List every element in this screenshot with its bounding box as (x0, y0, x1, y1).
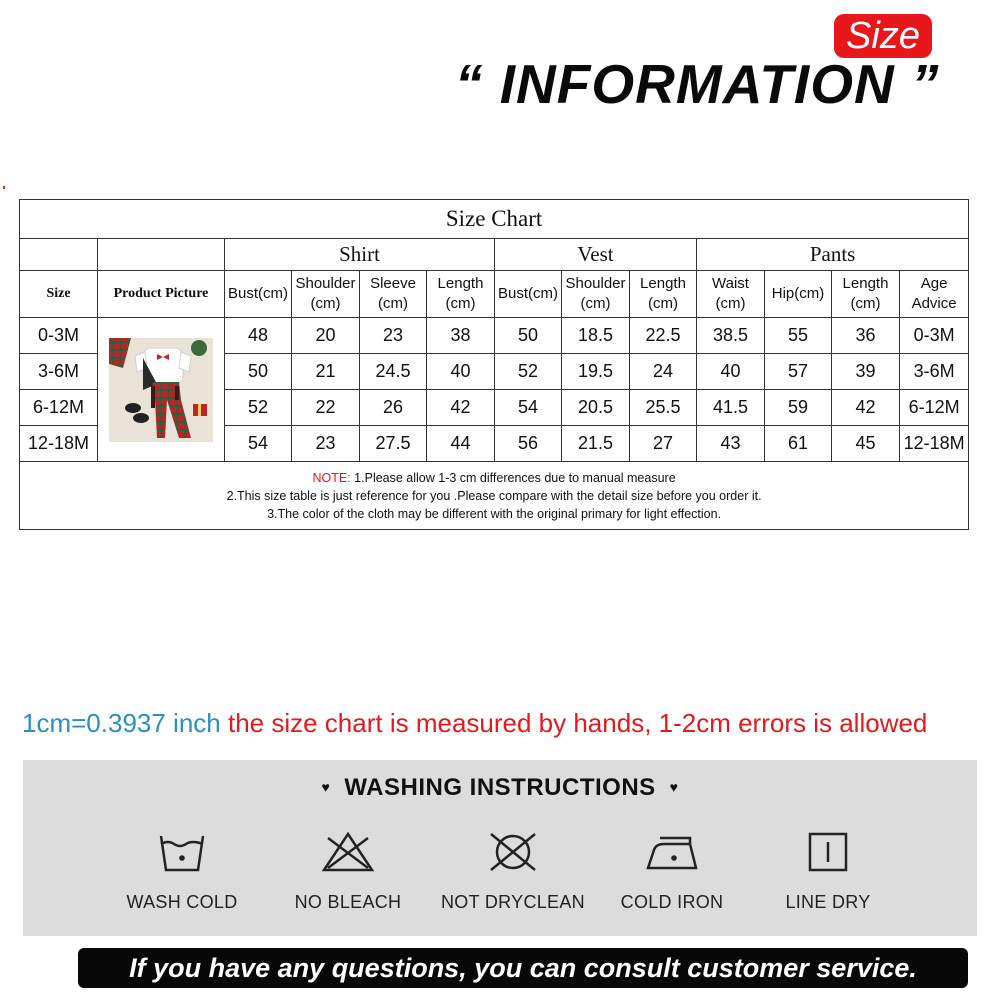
value-cell: 40 (427, 354, 495, 390)
table-row (20, 318, 969, 354)
wash-item-label: NO BLEACH (294, 892, 402, 912)
empty-cell (98, 239, 225, 271)
value-cell: 61 (765, 426, 832, 462)
wash-item-label: WASH COLD (126, 892, 238, 912)
note-label: NOTE: (312, 470, 351, 485)
line-dry-icon (806, 830, 850, 874)
washing-instructions-panel (23, 760, 977, 936)
wash-item-line-dry (743, 830, 913, 913)
cold-iron-icon (644, 830, 700, 874)
column-header: Waist (cm) (697, 271, 765, 318)
value-cell: 19.5 (562, 354, 630, 390)
size-cell: 12-18M (20, 426, 98, 462)
wash-item-not-dryclean (428, 830, 598, 913)
value-cell: 39 (832, 354, 900, 390)
washing-instructions-title (23, 774, 977, 802)
value-cell: 41.5 (697, 390, 765, 426)
group-header-vest: Vest (495, 239, 697, 271)
washing-title-text: WASHING INSTRUCTIONS (344, 774, 656, 801)
value-cell: 27 (630, 426, 697, 462)
value-cell: 23 (292, 426, 360, 462)
value-cell: 21.5 (562, 426, 630, 462)
column-header: Hip(cm) (765, 271, 832, 318)
value-cell: 24.5 (360, 354, 427, 390)
customer-service-banner: If you have any questions, you can consult customer service. (78, 948, 968, 988)
page-title: “ INFORMATION ” (455, 53, 940, 115)
value-cell: 59 (765, 390, 832, 426)
size-badge: Size (834, 14, 932, 58)
unit-conversion: 1cm=0.3937 inch (22, 708, 221, 738)
value-cell: 21 (292, 354, 360, 390)
value-cell: 56 (495, 426, 562, 462)
wash-item-label: LINE DRY (785, 892, 871, 912)
value-cell: 54 (225, 426, 292, 462)
column-header: Bust(cm) (225, 271, 292, 318)
no-bleach-icon (320, 830, 376, 874)
value-cell: 25.5 (630, 390, 697, 426)
value-cell: 22.5 (630, 318, 697, 354)
product-picture (109, 338, 213, 442)
size-cell: 0-3M (20, 318, 98, 354)
column-header: Age Advice (900, 271, 969, 318)
heart-icon: ♥ (321, 779, 331, 795)
age-advice-cell: 0-3M (900, 318, 969, 354)
wash-item-label: NOT DRYCLEAN (441, 892, 585, 912)
value-cell: 48 (225, 318, 292, 354)
size-cell: 6-12M (20, 390, 98, 426)
value-cell: 52 (495, 354, 562, 390)
measurement-disclaimer: the size chart is measured by hands, 1-2cm errors is allowed (220, 708, 928, 738)
age-advice-cell: 3-6M (900, 354, 969, 390)
column-header: Shoulder (cm) (562, 271, 630, 318)
value-cell: 27.5 (360, 426, 427, 462)
wash-item-cold-iron (587, 830, 757, 913)
column-header: Sleeve (cm) (360, 271, 427, 318)
value-cell: 50 (225, 354, 292, 390)
value-cell: 38.5 (697, 318, 765, 354)
value-cell: 54 (495, 390, 562, 426)
note-line-1: 1.Please allow 1-3 cm differences due to manual measure (350, 470, 676, 485)
value-cell: 43 (697, 426, 765, 462)
note-line-2: 2.This size table is just reference for you .Please compare with the detail size before you order it. (226, 488, 762, 503)
value-cell: 38 (427, 318, 495, 354)
column-header-product-picture: Product Picture (98, 271, 225, 318)
value-cell: 44 (427, 426, 495, 462)
decorative-dot (3, 186, 5, 189)
wash-item-no-bleach (263, 830, 433, 913)
wash-cold-icon (157, 830, 207, 874)
value-cell: 20.5 (562, 390, 630, 426)
column-header-size: Size (20, 271, 98, 318)
value-cell: 20 (292, 318, 360, 354)
value-cell: 57 (765, 354, 832, 390)
value-cell: 40 (697, 354, 765, 390)
column-header: Bust(cm) (495, 271, 562, 318)
age-advice-cell: 6-12M (900, 390, 969, 426)
size-chart-notes (20, 462, 969, 530)
heart-icon: ♥ (669, 779, 679, 795)
group-header-pants: Pants (697, 239, 969, 271)
wash-item-wash-cold (97, 830, 267, 913)
value-cell: 24 (630, 354, 697, 390)
age-advice-cell: 12-18M (900, 426, 969, 462)
size-chart-title: Size Chart (20, 200, 969, 239)
measurement-note (22, 705, 982, 741)
value-cell: 36 (832, 318, 900, 354)
column-header: Length (cm) (427, 271, 495, 318)
value-cell: 22 (292, 390, 360, 426)
note-line-3: 3.The color of the cloth may be different with the original primary for light effection. (267, 506, 722, 521)
value-cell: 18.5 (562, 318, 630, 354)
not-dryclean-icon (485, 830, 541, 874)
value-cell: 42 (427, 390, 495, 426)
value-cell: 45 (832, 426, 900, 462)
group-header-shirt: Shirt (225, 239, 495, 271)
value-cell: 23 (360, 318, 427, 354)
value-cell: 26 (360, 390, 427, 426)
column-header: Shoulder (cm) (292, 271, 360, 318)
size-cell: 3-6M (20, 354, 98, 390)
value-cell: 50 (495, 318, 562, 354)
value-cell: 55 (765, 318, 832, 354)
product-picture-cell (98, 318, 225, 462)
value-cell: 52 (225, 390, 292, 426)
wash-item-label: COLD IRON (620, 892, 724, 912)
size-chart-table (19, 199, 969, 530)
column-header: Length (cm) (832, 271, 900, 318)
empty-cell (20, 239, 98, 271)
column-header: Length (cm) (630, 271, 697, 318)
value-cell: 42 (832, 390, 900, 426)
